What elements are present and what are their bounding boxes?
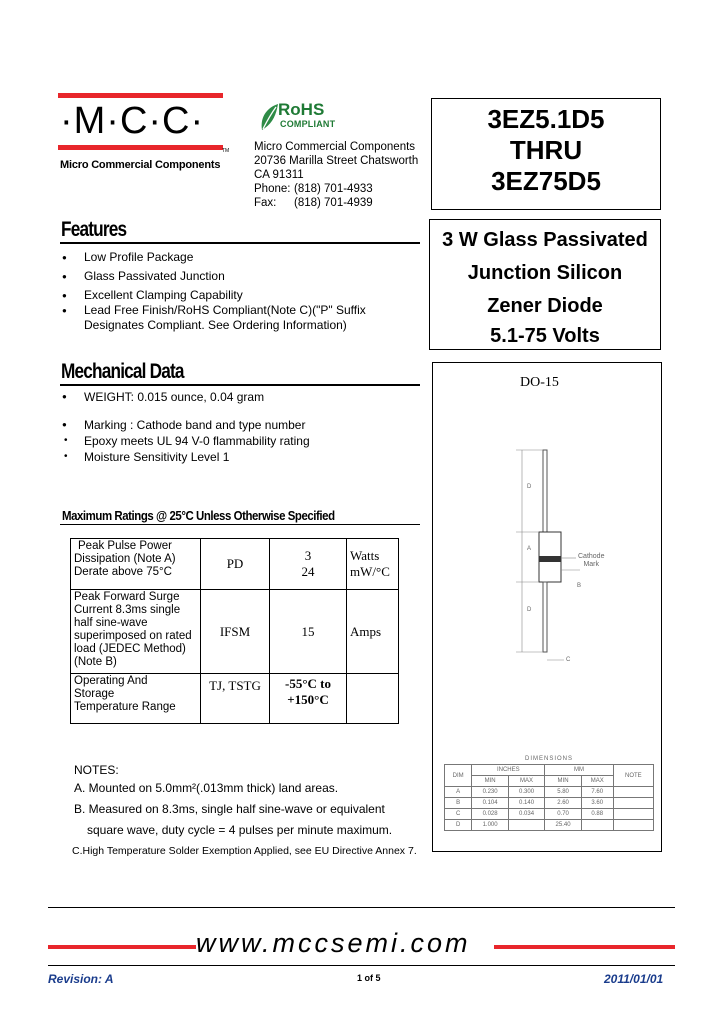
param-line: Temperature Range xyxy=(74,701,176,713)
table-row xyxy=(71,674,399,724)
cathode-label-line2: Mark xyxy=(583,561,600,568)
website-url[interactable]: www.mccsemi.com xyxy=(196,928,471,958)
features-list xyxy=(62,248,422,335)
table-cell: D xyxy=(445,820,472,831)
note-b-line1: B. Measured on 8.3ms, single half sine-wave or equivalent xyxy=(74,802,385,816)
table-cell: C xyxy=(445,809,472,820)
mechanical-title: Mechanical Data xyxy=(61,360,184,383)
unit-line: mW/°C xyxy=(350,564,390,579)
table-cell: 0.70 xyxy=(545,809,581,820)
note-c: C.High Temperature Solder Exemption Applied, see EU Directive Annex 7. xyxy=(72,845,417,857)
value-line: 24 xyxy=(301,564,315,579)
list-item-continuation: Designates Compliant. See Ordering Information) xyxy=(84,318,347,332)
table-cell: NOTE xyxy=(613,765,653,787)
part-number-line1: 3EZ5.1D5 xyxy=(487,104,605,134)
value-cell xyxy=(270,539,347,590)
value-line: 3 xyxy=(304,548,312,563)
features-rule xyxy=(60,242,420,244)
address-fax xyxy=(254,196,418,210)
table-cell: DIM xyxy=(445,765,472,787)
max-ratings-title: Maximum Ratings @ 25°C Unless Otherwise Specified xyxy=(62,508,335,523)
notes-section xyxy=(74,762,417,862)
footer-right-bar xyxy=(494,945,675,949)
address-city: CA 91311 xyxy=(254,169,304,181)
table-cell: 1.000 xyxy=(472,820,508,831)
table-row xyxy=(445,820,654,831)
revision-date: 2011/01/01 xyxy=(604,972,664,986)
symbol-cell: PD xyxy=(201,539,270,590)
param-line: Derate above 75°C xyxy=(74,566,172,578)
mechanical-rule xyxy=(60,384,420,386)
dimensions-table xyxy=(444,754,654,831)
address-phone xyxy=(254,182,418,196)
table-row xyxy=(445,754,654,765)
value-line: -55°C to xyxy=(285,676,331,691)
table-cell: 0.140 xyxy=(508,798,544,809)
param-line: Storage xyxy=(74,688,115,700)
symbol-cell: TJ, TSTG xyxy=(201,674,270,724)
table-cell: MIN xyxy=(545,776,581,787)
table-cell xyxy=(613,798,653,809)
table-row xyxy=(71,590,399,674)
part-number-line3: 3EZ75D5 xyxy=(491,166,601,196)
param-cell xyxy=(71,590,201,674)
unit-cell xyxy=(347,674,399,724)
phone-label: Phone: xyxy=(254,183,291,195)
max-ratings-rule xyxy=(60,524,420,525)
table-cell: 0.104 xyxy=(472,798,508,809)
unit-line: Amps xyxy=(350,623,382,639)
rohs-title: RoHS xyxy=(278,100,325,119)
logo-bottom-bar xyxy=(58,145,223,150)
table-cell xyxy=(613,787,653,798)
cathode-mark-label xyxy=(578,553,604,569)
dimensions-title: DIMENSIONS xyxy=(524,756,573,762)
company-tagline: Micro Commercial Components xyxy=(60,159,221,171)
table-row xyxy=(71,539,399,590)
param-line: superimposed on rated xyxy=(74,630,192,642)
value-cell xyxy=(270,674,347,724)
dim-label-c: C xyxy=(566,657,571,663)
param-line: Peak Forward Surge xyxy=(74,591,180,603)
footer-top-rule xyxy=(48,907,675,908)
table-row xyxy=(445,765,654,776)
footer-left-bar xyxy=(48,945,196,949)
package-name: DO-15 xyxy=(520,375,559,390)
table-cell xyxy=(613,820,653,831)
table-cell: A xyxy=(445,787,472,798)
param-line: Peak Pulse Power xyxy=(78,540,172,552)
features-title: Features xyxy=(61,218,127,241)
rohs-subtitle: COMPLIANT xyxy=(280,119,336,129)
part-number-line2: THRU xyxy=(509,135,583,165)
list-item: ● WEIGHT: 0.015 ounce, 0.04 gram xyxy=(62,389,422,405)
fax-label: Fax: xyxy=(254,197,277,209)
dim-label-d-top: D xyxy=(527,484,532,490)
list-item: ● Glass Passivated Junction xyxy=(62,267,422,286)
unit-line: Watts xyxy=(350,548,380,563)
table-cell: INCHES xyxy=(472,765,545,776)
phone-number: (818) 701-4933 xyxy=(294,183,373,195)
table-cell: MM xyxy=(545,765,613,776)
description-line1: 3 W Glass Passivated xyxy=(442,229,648,251)
param-line: Current 8.3ms single xyxy=(74,604,181,616)
description-line4: 5.1-75 Volts xyxy=(490,325,600,347)
table-cell: B xyxy=(445,798,472,809)
table-cell xyxy=(581,820,613,831)
list-item: ● Marking : Cathode band and type number xyxy=(62,417,422,433)
dim-label-d-bottom: D xyxy=(527,607,532,613)
note-a: A. Mounted on 5.0mm²(.013mm thick) land areas. xyxy=(74,781,339,795)
max-ratings-table xyxy=(70,538,399,724)
unit-cell xyxy=(347,590,399,674)
cathode-label-line1: Cathode xyxy=(578,553,605,560)
value-line: 15 xyxy=(301,623,315,639)
note-b-line2: square wave, duty cycle = 4 pulses per minute maximum. xyxy=(87,823,393,837)
param-line: Dissipation (Note A) xyxy=(74,553,176,565)
revision-label: Revision: A xyxy=(48,972,114,986)
description-box xyxy=(429,219,661,350)
param-line: half sine-wave xyxy=(74,617,148,629)
table-row xyxy=(445,809,654,820)
param-line: load (JEDEC Method) xyxy=(74,643,186,655)
table-cell: 2.60 xyxy=(545,798,581,809)
fax-number: (818) 701-4939 xyxy=(294,197,373,209)
address-company: Micro Commercial Components xyxy=(254,141,416,153)
table-cell: 0.88 xyxy=(581,809,613,820)
table-cell: 0.028 xyxy=(472,809,508,820)
list-item: ● Excellent Clamping Capability xyxy=(62,286,422,305)
description-line2: Junction Silicon xyxy=(467,262,623,284)
table-cell: 25.40 xyxy=(545,820,581,831)
table-cell: 3.60 xyxy=(581,798,613,809)
list-item: • Epoxy meets UL 94 V-0 flammability rating xyxy=(62,433,422,449)
logo-top-bar xyxy=(58,93,223,98)
address-street: 20736 Marilla Street Chatsworth xyxy=(254,155,419,167)
symbol-cell: IFSM xyxy=(201,590,270,674)
rohs-leaf-icon xyxy=(258,102,280,132)
table-row xyxy=(445,798,654,809)
part-number-box xyxy=(431,98,661,210)
dim-label-b: B xyxy=(577,583,582,589)
table-cell xyxy=(613,809,653,820)
table-cell: 0.300 xyxy=(508,787,544,798)
footer-bottom-rule xyxy=(48,965,675,966)
table-cell: MAX xyxy=(508,776,544,787)
param-cell xyxy=(71,674,201,724)
table-cell: 7.60 xyxy=(581,787,613,798)
table-cell: MIN xyxy=(472,776,508,787)
value-cell xyxy=(270,590,347,674)
logo-trademark: TM xyxy=(222,148,230,154)
table-cell: 5.80 xyxy=(545,787,581,798)
param-cell xyxy=(71,539,201,590)
unit-cell xyxy=(347,539,399,590)
description-line3: Zener Diode xyxy=(487,295,603,317)
dim-label-a: A xyxy=(527,546,532,552)
value-line: +150°C xyxy=(287,692,329,707)
table-cell xyxy=(508,820,544,831)
table-cell: 0.230 xyxy=(472,787,508,798)
param-line: Operating And xyxy=(74,675,148,687)
param-line: (Note B) xyxy=(74,656,117,668)
table-cell: 0.034 xyxy=(508,809,544,820)
page-number: 1 of 5 xyxy=(357,973,381,983)
mcc-logo: ·M·C·C· xyxy=(60,100,205,142)
notes-title: NOTES: xyxy=(74,763,119,777)
table-row xyxy=(445,787,654,798)
list-item: ● Low Profile Package xyxy=(62,248,422,267)
company-address xyxy=(254,140,418,210)
list-item: ● Lead Free Finish/RoHS Compliant(Note C)("P" Suffix xyxy=(62,301,422,320)
table-cell: MAX xyxy=(581,776,613,787)
mechanical-list xyxy=(62,389,422,465)
list-item: • Moisture Sensitivity Level 1 xyxy=(62,449,422,465)
